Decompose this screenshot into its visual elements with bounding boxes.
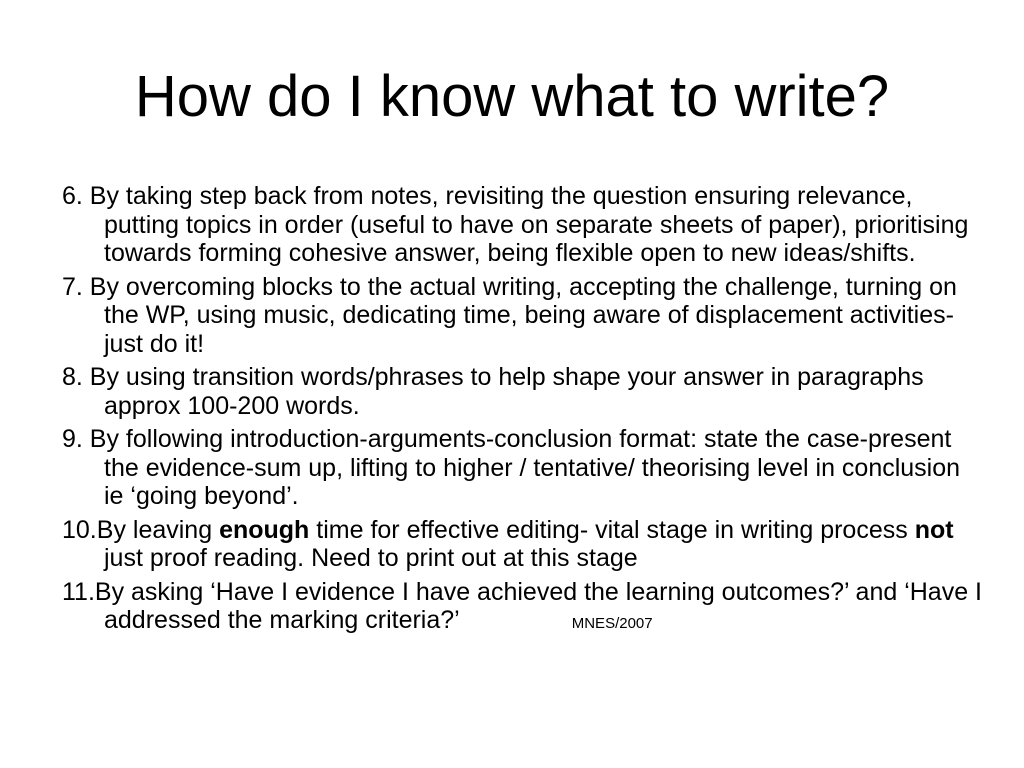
slide-title: How do I know what to write? (134, 64, 890, 129)
item-number: 6. (62, 182, 90, 210)
item-text: time for effective editing- vital stage in writing process (309, 515, 915, 544)
item-number: 7. (62, 272, 90, 301)
item-text: just proof reading. Need to print out at this stage (104, 544, 638, 572)
list-item-6 (62, 182, 982, 268)
emphasis-enough: enough (219, 515, 310, 544)
list-item-8 (62, 363, 982, 420)
list-item-9 (62, 425, 982, 511)
item-number: 9. (62, 425, 90, 453)
item-number: 10. (62, 515, 97, 544)
list-item-11 (62, 578, 982, 639)
item-text: By leaving (96, 515, 220, 544)
item-text: By using transition words/phrases to help shape your answer in paragraphs approx 100-200 words. (89, 363, 924, 420)
item-number: 8. (62, 363, 90, 391)
item-text: By following introduction-arguments-conclusion format: state the case-present the evidence-sum up, lifting to higher / tentative/ theorising level in conclusion ie ‘going beyond’. (89, 425, 961, 510)
emphasis-not: not (914, 515, 954, 544)
slide-body (62, 182, 982, 644)
item-number: 11. (62, 577, 95, 606)
item-text: By overcoming blocks to the actual writing, accepting the challenge, turning on the WP, using music, dedicating time, being aware of displacement activities- just do it! (89, 272, 957, 358)
author-credit: MNES/2007 (571, 615, 653, 632)
list-item-7 (62, 273, 982, 359)
list-item-10 (62, 516, 982, 573)
item-text: By asking ‘Have I evidence I have achieved the learning outcomes?’ and ‘Have I addressed the marking criteria?’ (94, 577, 983, 634)
item-text: By taking step back from notes, revisiting the question ensuring relevance, putting topics in order (useful to have on separate sheets of paper), prioritising towards forming cohesive answer, being flexible open to new ideas/shifts. (89, 182, 969, 267)
